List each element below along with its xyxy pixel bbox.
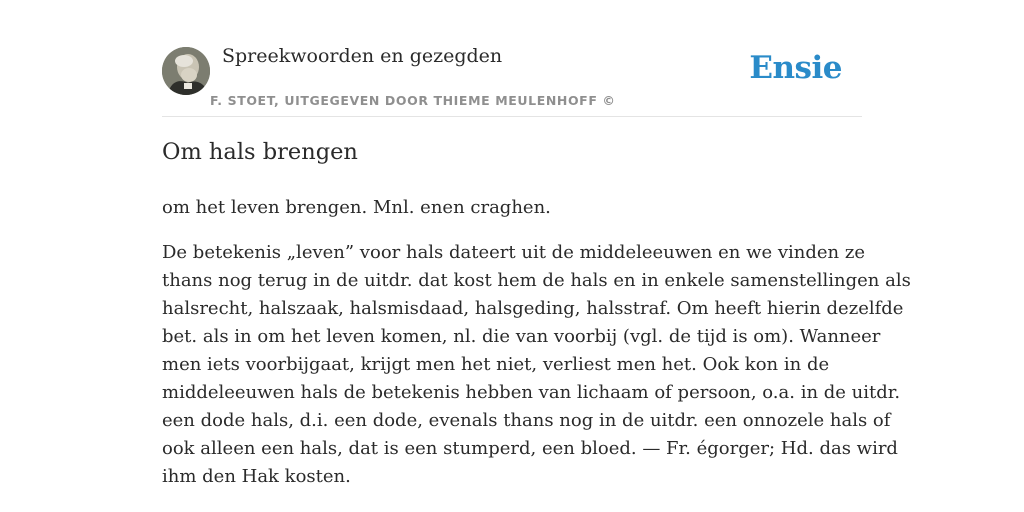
body-line: een dode hals, d.i. een dode, evenals thans nog in de uitdr. een onnozele hals of — [162, 410, 891, 431]
body-line: men iets voorbijgaat, krijgt men het niet, verliest men het. Ook kon in de — [162, 354, 830, 375]
entry-lead: om het leven brengen. Mnl. enen craghen. — [162, 197, 551, 218]
body-line: middeleeuwen hals de betekenis hebben van lichaam of persoon, o.a. in de uitdr. — [162, 382, 901, 403]
body-line: De betekenis „leven” voor hals dateert uit de middeleeuwen en we vinden ze — [162, 242, 866, 263]
entry-title: Om hals brengen — [162, 139, 358, 165]
body-line: ook alleen een hals, dat is een stumperd, een bloed. — Fr. égorger; Hd. das wird — [162, 438, 898, 459]
entry-body — [162, 239, 911, 491]
source-title[interactable]: Spreekwoorden en gezegden — [222, 45, 503, 67]
body-line: bet. als in om het leven komen, nl. die van voorbij (vgl. de tijd is om). Wanneer — [162, 326, 881, 347]
author-portrait-icon[interactable] — [162, 47, 210, 95]
body-line: thans nog terug in de uitdr. dat kost hem de hals en in enkele samenstellingen als — [162, 270, 911, 291]
body-line: halsrecht, halszaak, halsmisdaad, halsgeding, halsstraf. Om heeft hierin dezelfde — [162, 298, 904, 319]
ensie-logo[interactable]: Ensie — [749, 50, 842, 86]
header — [162, 0, 862, 117]
body-line: ihm den Hak kosten. — [162, 466, 351, 487]
source-credit: F. STOET, UITGEGEVEN DOOR THIEME MEULENHOFF © — [210, 93, 616, 108]
